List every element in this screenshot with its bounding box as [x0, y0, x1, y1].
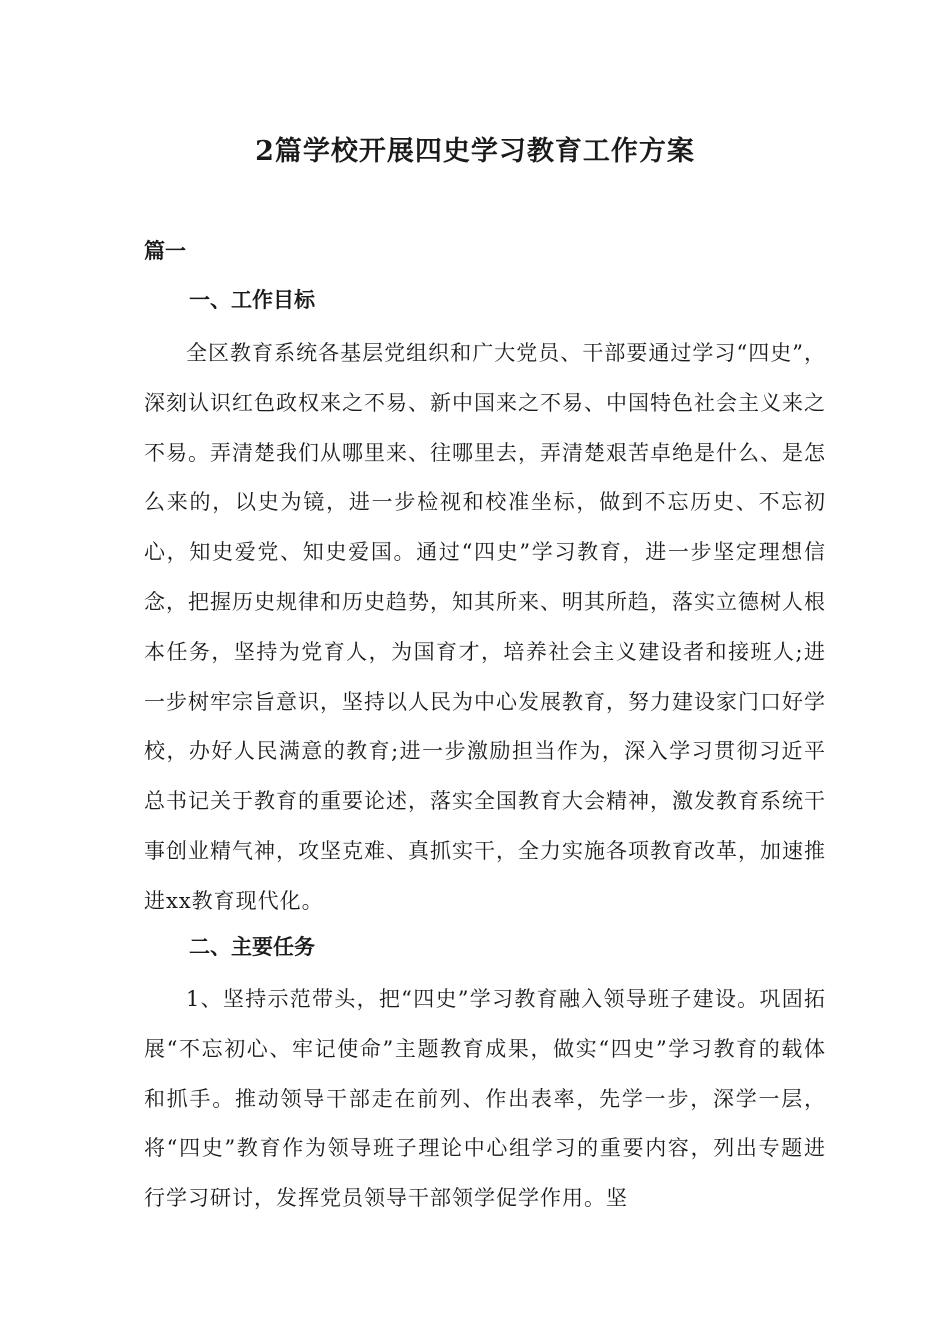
paragraph-goals: 全区教育系统各基层党组织和广大党员、干部要通过学习“四史”，深刻认识红色政权来之不易、新中国来之不易、中国特色社会主义来之不易。弄清楚我们从哪里来、往哪里去，弄清楚艰苦卓绝是什么、是怎么来的，以史为镜，进一步检视和校准坐标，做到不忘历史、不忘初心，知史爱党、知史爱国。通过“四史”学习教育，进一步坚定理想信念，把握历史规律和历史趋势，知其所来、明其所趋，落实立德树人根本任务，坚持为党育人，为国育才，培养社会主义建设者和接班人;进一步树牢宗旨意识，坚持以人民为中心发展教育，努力建设家门口好学校，办好人民满意的教育;进一步激励担当作为，深入学习贯彻习近平总书记关于教育的重要论述，落实全国教育大会精神，激发教育系统干事创业精气神，攻坚克难、真抓实干，全力实施各项教育改革，加速推进xx教育现代化。 — [144, 341, 826, 913]
part-label: 篇一 — [144, 238, 186, 263]
paragraph-tasks: 1、坚持示范带头，把“四史”学习教育融入领导班子建设。巩固拓展“不忘初心、牢记使命”主题教育成果，做实“四史”学习教育的载体和抓手。推动领导干部走在前列、作出表率，先学一步，深学一层，将“四史”教育作为领导班子理论中心组学习的重要内容，列出专题进行学习研讨，发挥党员领导干部领学促学作用。坚 — [144, 987, 826, 1211]
document-title: 2篇学校开展四史学习教育工作方案 — [255, 136, 695, 167]
section-heading-goals: 一、工作目标 — [189, 287, 315, 312]
section-heading-tasks: 二、主要任务 — [189, 934, 315, 959]
